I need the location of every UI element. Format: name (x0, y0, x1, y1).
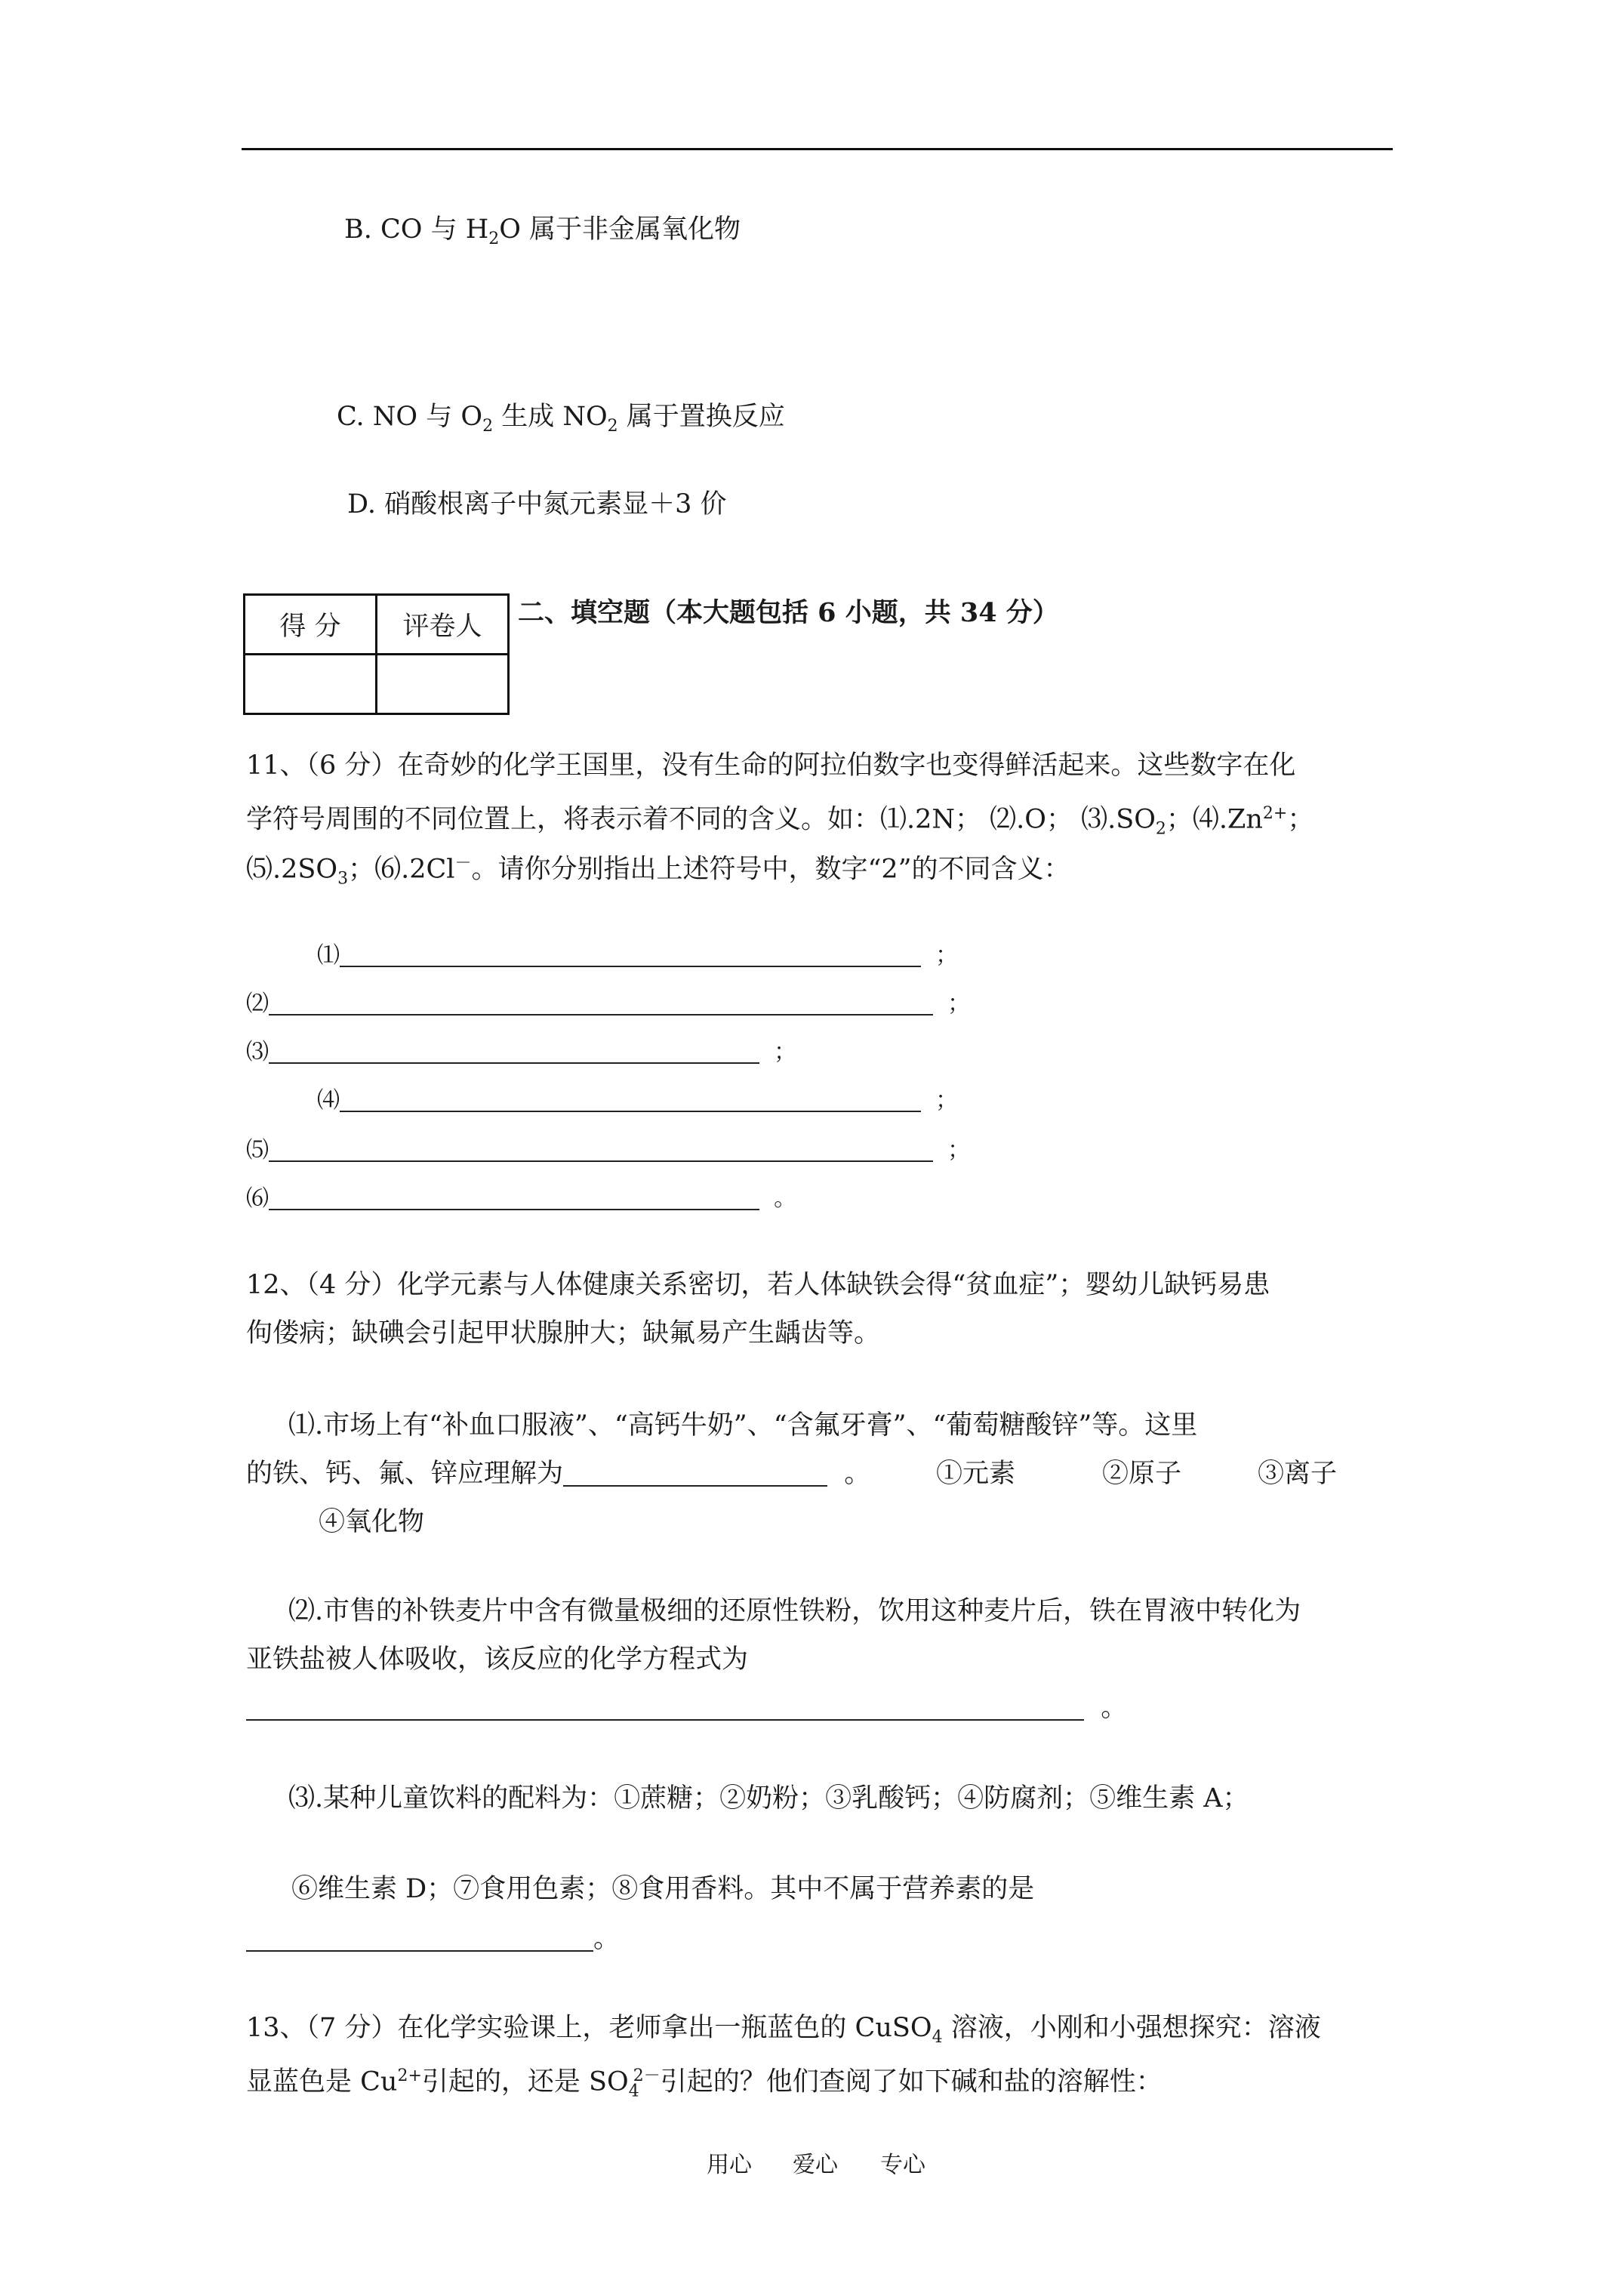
q12-p3-answer: 。 (246, 1922, 620, 1955)
q12-p2-line2: 亚铁盐被人体吸收，该反应的化学方程式为 (246, 1644, 749, 1675)
score-cell[interactable] (245, 655, 377, 714)
q11-blank-1: ⑴ ； (317, 936, 958, 969)
q12-opt1: ①元素 (936, 1459, 1016, 1489)
q12-opt2: ②原子 (1102, 1459, 1182, 1489)
option-c: C. NO 与 $O_2$ 生成 $NO_2$ 属于置换反应 (337, 402, 785, 436)
q11-blank-2: ⑵ ； (246, 985, 970, 1018)
q11-blank-3: ⑶ ； (246, 1033, 796, 1066)
q12-p1-line1: ⑴.市场上有“补血口服液”、“高钙牛奶”、“含氟牙膏”、“葡萄糖酸锌”等。这里 (288, 1410, 1198, 1441)
section-title: 二、填空题（本大题包括 6 小题，共 34 分） (518, 597, 1059, 628)
q12-p1-line2: 的铁、钙、氟、锌应理解为 。 (246, 1459, 871, 1489)
q12-p2-line1: ⑵.市售的补铁麦片中含有微量极细的还原性铁粉，饮用这种麦片后，铁在胃液中转化为 (288, 1596, 1301, 1626)
q12-p3-line2: ⑥维生素 D；⑦食用色素；⑧食用香料。其中不属于营养素的是 (291, 1874, 1035, 1904)
footer-text-3: 专心 (880, 2152, 925, 2178)
q13-line2: 显蓝色是 $Cu^{2+}$引起的，还是 $SO_4^{2-}$引起的？他们查阅了如下碱和盐的溶解性： (246, 2066, 1163, 2101)
grader-label: 评卷人 (377, 595, 509, 655)
q11-line2: 学符号周围的不同位置上，将表示着不同的含义。如：⑴.2N； ⑵.O； $⑶.SO_2$；$⑷.Zn^{2+}$； (246, 804, 1314, 839)
answer-blank[interactable] (340, 1083, 921, 1112)
q12-opt3: ③离子 (1258, 1459, 1338, 1489)
q11-blank-5: ⑸ ； (246, 1131, 970, 1164)
answer-blank[interactable] (563, 1458, 827, 1487)
answer-blank[interactable] (246, 1923, 593, 1952)
score-label: 得 分 (245, 595, 377, 655)
q12-line1: 12、（4 分）化学元素与人体健康关系密切，若人体缺铁会得“贫血症”；婴幼儿缺钙易患 (246, 1270, 1270, 1300)
answer-blank[interactable] (340, 938, 921, 967)
answer-blank[interactable] (269, 1182, 759, 1210)
header-rule (242, 148, 1393, 150)
q13-line1: 13、（7 分）在化学实验课上，老师拿出一瓶蓝色的 CuSO$_4$ 溶液，小刚和小强想探究：溶液 (246, 2013, 1321, 2047)
footer-text-2: 爱心 (793, 2152, 838, 2178)
q12-p2-answer: 。 (246, 1691, 1127, 1724)
q11-line3: $⑸.2SO_3$；⑹.2Cl－。请你分别指出上述符号中，数字“2”的不同含义： (246, 854, 1070, 889)
answer-blank[interactable] (269, 1133, 933, 1162)
answer-blank[interactable] (269, 1035, 759, 1064)
grader-cell[interactable] (377, 655, 509, 714)
footer-text-1: 用心 (707, 2152, 752, 2178)
answer-blank[interactable] (246, 1692, 1084, 1721)
q11-line1: 11、（6 分）在奇妙的化学王国里，没有生命的阿拉伯数字也变得鲜活起来。这些数字在化 (246, 750, 1296, 781)
option-b: B. CO 与 $H_2O$ 属于非金属氧化物 (344, 214, 741, 248)
q12-p3-line1: ⑶.某种儿童饮料的配料为：①蔗糖；②奶粉；③乳酸钙；④防腐剂；⑤维生素 A； (288, 1783, 1249, 1814)
answer-blank[interactable] (269, 987, 933, 1015)
q11-blank-4: ⑷ ； (317, 1081, 958, 1114)
q12-opt4: ④氧化物 (319, 1507, 425, 1537)
q12-line2: 佝偻病；缺碘会引起甲状腺肿大；缺氟易产生龋齿等。 (246, 1318, 881, 1348)
score-table (243, 593, 510, 715)
option-d: D. 硝酸根离子中氮元素显＋3 价 (347, 489, 727, 519)
q11-blank-6: ⑹ 。 (246, 1179, 796, 1213)
